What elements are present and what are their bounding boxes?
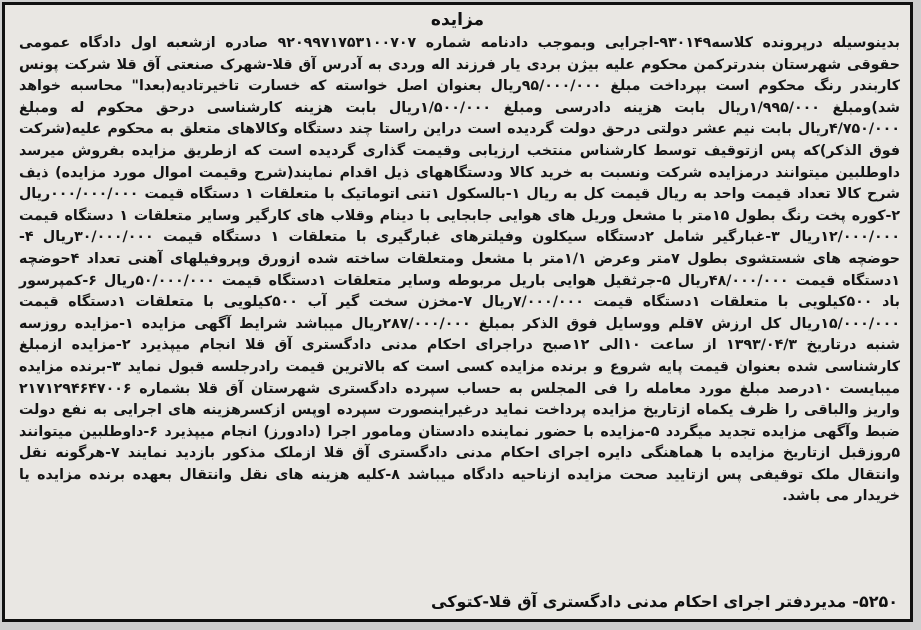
notice-footer [17, 591, 898, 613]
notice-title: مزایده [430, 10, 485, 30]
footer-signature: مدیردفتر اجرای احکام مدنی دادگستری آق قلا-کتوکی [431, 592, 847, 611]
footer-number: ۵۲۵۰- [852, 592, 898, 611]
notice-body: بدینوسیله درپرونده کلاسه۹۳۰۱۴۹-اجرایی وبموجب دادنامه شماره ۹۲۰۹۹۷۱۷۵۳۱۰۰۷۰۷ صادره ازشعبه اول دادگاه عمومی حقوقی شهرستان بندرترکمن محکوم علیه بیژن بردی یار فرزند اله وردی به آدرس آق قلا-شهرک صنعتی آق قلا شرکت پونس کاربندر رنگ محکوم است بپرداخت مبلغ ۹۵/۰۰۰/۰۰۰ریال بعنوان اصل خواسته که خسارت تاخیرتادیه(بعدا" محاسبه خواهد شد)ومبلغ ۱/۹۹۵/۰۰۰ریال بابت هزینه دادرسی ومبلغ ۱/۵۰۰/۰۰۰ریال بابت هزینه کارشناسی درحق محکوم له ومبلغ ۴/۷۵۰/۰۰۰ریال بابت نیم عشر دولتی درحق دولت گردیده است دراین راستا چند دستگاه وکالاهای متعلق به محکوم علیه(شرکت فوق الذکر)که پس ازتوقیف توسط کارشناس منتخب ارزیابی وقیمت گذاری گردیده است که ازطریق مزایده بفروش میرسد داوطلبین میتوانند درمزایده شرکت ونسبت به خرید کالا ودستگاههای ذیل اقدام نمایند(شرح وقیمت اموال مورد مزایده) ذیف شرح کالا تعداد قیمت واحد به ریال قیمت کل به ریال ۱-بالسکول ۱تنی اتوماتیک با متعلقات ۱ دستگاه قیمت ۰۰۰/۰۰۰/۰۰۰ریال ۲-کوره پخت رنگ بطول ۱۵متر با مشعل وریل های هوایی جابجایی با دینام وقلاب های کارگیر وسایر متعلقات ۱ دستگاه قیمت ۱۲/۰۰۰/۰۰۰ریال ۳-غبارگیر شامل ۲دستگاه سیکلون وفیلترهای غبارگیری با متعلقات ۱ دستگاه قیمت ۳۰/۰۰۰/۰۰۰ریال ۴-حوضچه های شستشوی بطول ۷متر وعرض ۱/۱متر با مشعل ومتعلقات ساخته شده ازورق وپروفیلهای آهنی تعداد ۴حوضچه ۱دستگاه قیمت ۴۸/۰۰۰/۰۰۰ریال ۵-جرثقیل هوایی باریل مربوطه وسایر متعلقات ۱دستگاه قیمت ۵۰/۰۰۰/۰۰۰ریال ۶-کمپرسور باد ۵۰۰کیلویی با متعلقات ۱دستگاه قیمت ۷/۰۰۰/۰۰۰ریال ۷-مخزن سخت گیر آب ۵۰۰کیلویی با متعلقات ۱دستگاه قیمت ۱۵/۰۰۰/۰۰۰ریال کل ارزش ۷قلم ووسایل فوق الذکر بمبلغ ۲۸۷/۰۰۰/۰۰۰ریال میباشد شرایط آگهی مزایده ۱-مزایده روزسه شنبه درتاریخ ۱۳۹۳/۰۴/۳ از ساعت ۱۰الی ۱۲صبح دراجرای احکام مدنی دادگستری آق قلا انجام میپذیرد ۲-مزایده ازمبلغ کارشناسی شده بعنوان قیمت پایه شروع و برنده مزایده کسی است که بالاترین قیمت رادرجلسه قبول نماید ۳-برنده مزایده میبایست ۱۰درصد مبلغ مورد معامله را فی المجلس به حساب سپرده دادگستری شهرستان آق قلا بشماره ۲۱۷۱۲۹۴۶۴۷۰۰۶ واریز والباقی را ظرف یکماه ازتاریخ مزایده پرداخت نماید درغیراینصورت سپرده اوپس ازکسرهزینه های اجرایی به نفع دولت ضبط وآگهی مزایده تجدید میگردد ۵-مزایده با حضور نماینده دادستان ومامور اجرا (دادورز) انجام میپذیرد ۶-داوطلبین میتوانند ۵روزقبل ازتاریخ مزایده با هماهنگی دایره اجرای احکام مدنی دادگستری آق قلا ازملک مذکور بازدید نمایند ۷-هرگونه نقل وانتقال ملک توقیفی پس ازتایید صحت مزایده ازناحیه دادگاه میباشد ۸-کلیه هزینه های نقل وانتقال بعهده برنده مزایده یا خریدار می باشد. [19, 35, 901, 505]
auction-notice [2, 2, 913, 622]
